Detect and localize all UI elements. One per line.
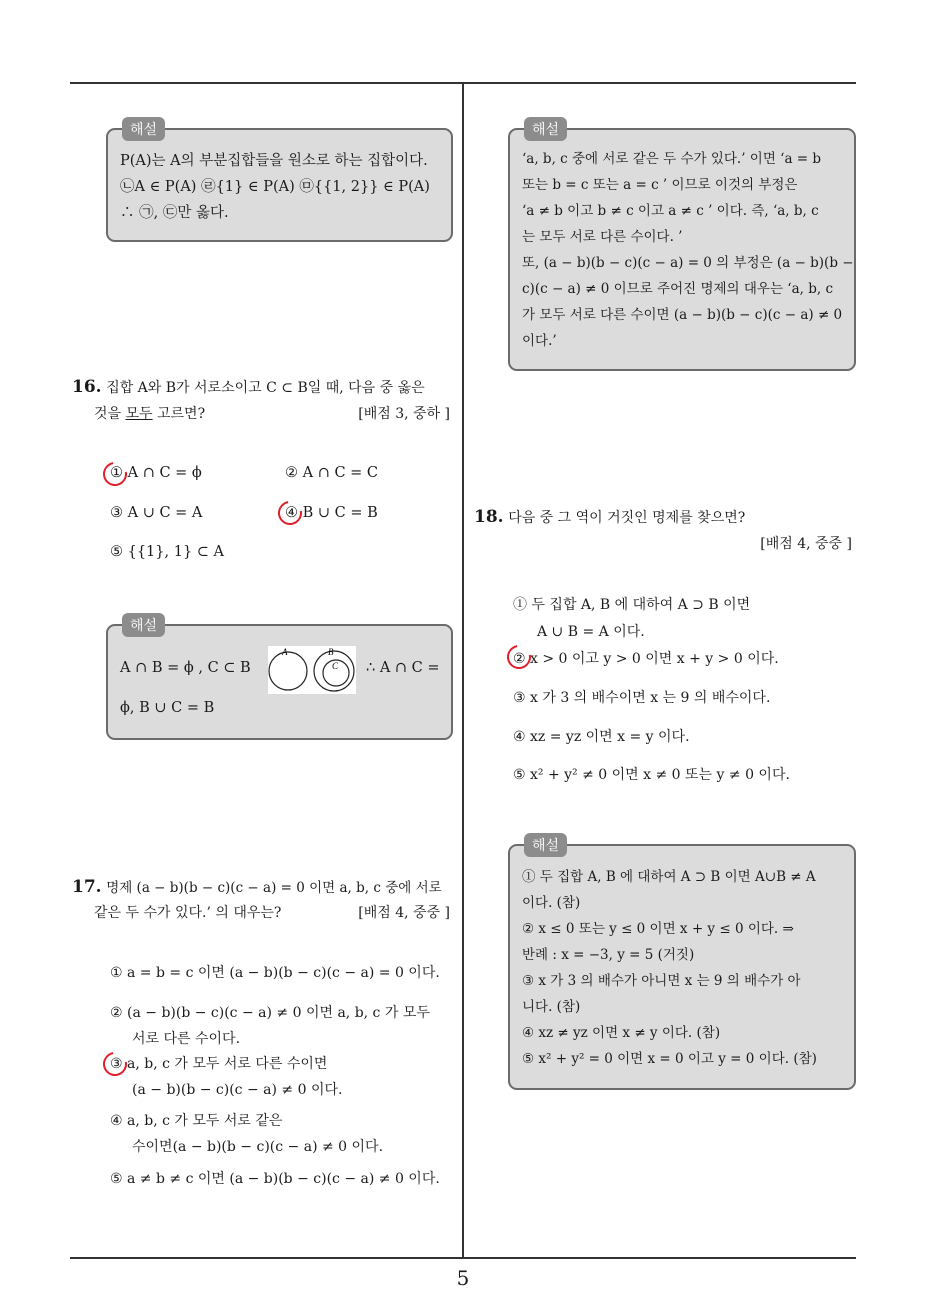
option-line: 수이면(a − b)(b − c)(c − a) ≠ 0 이다. <box>132 1139 384 1155</box>
solution-conclusion: ∴ A ∩ C = <box>366 660 440 676</box>
solution-line: A ∩ B = ϕ , C ⊂ B <box>120 660 251 676</box>
solution-line: 는 모두 서로 다른 수이다. ’ <box>522 229 683 245</box>
option-18-3[interactable]: ③ x 가 3 의 배수이면 x 는 9 의 배수이다. <box>513 690 771 706</box>
solution-line: ‘a ≠ b 이고 b ≠ c 이고 a ≠ c ’ 이다. 즉, ‘a, b, c <box>522 203 819 219</box>
solution-line: ‘a, b, c 중에 서로 같은 두 수가 있다.’ 이면 ‘a = b <box>522 151 822 167</box>
option-line: (a − b)(b − c)(c − a) ≠ 0 이다. <box>132 1082 343 1098</box>
question-18 <box>474 507 856 559</box>
column-divider <box>462 84 464 1258</box>
option-line: 서로 다른 수이다. <box>132 1031 241 1047</box>
solution-line: P(A)는 A의 부분집합들을 원소로 하는 집합이다. <box>120 153 428 169</box>
option-16-4[interactable]: ④ B ∪ C = B <box>285 505 378 521</box>
question-stem: 다음 중 그 역이 거짓인 명제를 찾으면? <box>508 510 746 526</box>
solution-line: 가 모두 서로 다른 수이면 (a − b)(b − c)(c − a) ≠ 0 <box>522 307 843 323</box>
venn-circle-b <box>314 651 354 691</box>
solution-line: ㉡A ∈ P(A) ㉣{1} ∈ P(A) ㉤{{1, 2}} ∈ P(A) <box>120 179 430 195</box>
option-16-3[interactable]: ③ A ∪ C = A <box>110 505 203 521</box>
question-17 <box>72 876 456 928</box>
option-line: ③ a, b, c 가 모두 서로 다른 수이면 <box>110 1056 328 1072</box>
solution-line: 이다.’ <box>522 333 557 349</box>
solution-line: 또, (a − b)(b − c)(c − a) = 0 의 부정은 (a − b)(b − <box>522 255 854 271</box>
solution-line: ⑤ x² + y² = 0 이면 x = 0 이고 y = 0 이다. (참) <box>522 1051 817 1067</box>
option-17-1[interactable]: ① a = b = c 이면 (a − b)(b − c)(c − a) = 0 이다. <box>110 965 440 981</box>
solution-line: 이다. (참) <box>522 895 581 911</box>
question-stem-part: 것을 <box>94 406 126 422</box>
solution-badge: 해설 <box>524 833 567 857</box>
option-18-2[interactable]: ② x > 0 이고 y > 0 이면 x + y > 0 이다. <box>513 651 779 667</box>
option-16-5[interactable]: ⑤ {{1}, 1} ⊂ A <box>110 544 225 560</box>
points-label: [배점 4, 중중 ] <box>760 536 852 552</box>
solution-box-17 <box>508 122 856 371</box>
option-line: ② (a − b)(b − c)(c − a) ≠ 0 이면 a, b, c 가 모두 <box>110 1005 430 1021</box>
venn-diagram <box>268 646 356 694</box>
solution-line: ϕ, B ∪ C = B <box>120 700 215 716</box>
venn-label-c: C <box>332 661 339 671</box>
solution-line: 또는 b = c 또는 a = c ’ 이므로 이것의 부정은 <box>522 177 798 193</box>
bottom-rule <box>70 1257 856 1259</box>
solution-line: ③ x 가 3 의 배수가 아니면 x 는 9 의 배수가 아 <box>522 973 801 989</box>
solution-badge: 해설 <box>122 613 165 637</box>
solution-line: 반례 : x = −3, y = 5 (거짓) <box>522 947 695 963</box>
question-stem-emphasis: 모두 <box>125 406 153 422</box>
points-label: [배점 4, 중중 ] <box>358 905 450 921</box>
solution-badge: 해설 <box>122 117 165 141</box>
answer-mark-circle <box>98 457 131 490</box>
solution-line: c)(c − a) ≠ 0 이므로 주어진 명제의 대우는 ‘a, b, c <box>522 281 834 297</box>
solution-box-15 <box>106 122 453 242</box>
answer-mark-circle <box>273 496 306 529</box>
solution-line: 니다. (참) <box>522 999 581 1015</box>
option-16-2[interactable]: ② A ∩ C = C <box>285 465 379 481</box>
venn-label-b: B <box>328 647 334 657</box>
option-18-4[interactable]: ④ xz = yz 이면 x = y 이다. <box>513 729 690 745</box>
option-18-1[interactable] <box>513 592 750 646</box>
solution-line: ① 두 집합 A, B 에 대하여 A ⊃ B 이면 A∪B ≠ A <box>522 869 816 885</box>
points-label: [배점 3, 중하 ] <box>358 406 450 422</box>
question-stem: 같은 두 수가 있다.’ 의 대우는? <box>94 905 282 921</box>
option-18-5[interactable]: ⑤ x² + y² ≠ 0 이면 x ≠ 0 또는 y ≠ 0 이다. <box>513 767 790 783</box>
option-line: ④ a, b, c 가 모두 서로 같은 <box>110 1113 283 1129</box>
solution-line: ∴ ㉠, ㉢만 옳다. <box>120 205 229 221</box>
solution-box-18 <box>508 838 856 1090</box>
option-16-1[interactable]: ① A ∩ C = ϕ <box>110 465 202 481</box>
question-number: 18. <box>474 507 504 527</box>
question-stem: 명제 (a − b)(b − c)(c − a) = 0 이면 a, b, c 중에 서로 <box>106 880 442 896</box>
solution-badge: 해설 <box>524 117 567 141</box>
question-stem: 집합 A와 B가 서로소이고 C ⊂ B일 때, 다음 중 옳은 <box>106 380 425 396</box>
option-17-5[interactable]: ⑤ a ≠ b ≠ c 이면 (a − b)(b − c)(c − a) ≠ 0 이다. <box>110 1171 440 1187</box>
option-17-2[interactable] <box>110 1000 430 1052</box>
question-number: 16. <box>72 377 102 397</box>
venn-label-a: A <box>282 647 288 657</box>
page-number: 5 <box>456 1266 470 1290</box>
option-17-4[interactable] <box>110 1108 383 1160</box>
option-line: A ∪ B = A 이다. <box>537 624 645 640</box>
question-stem-part: 고르면? <box>152 406 206 422</box>
solution-line: ② x ≤ 0 또는 y ≤ 0 이면 x + y ≤ 0 이다. ⇒ <box>522 921 794 937</box>
solution-line: ④ xz ≠ yz 이면 x ≠ y 이다. (참) <box>522 1025 721 1041</box>
venn-circle-a <box>269 652 307 690</box>
option-line: ① 두 집합 A, B 에 대하여 A ⊃ B 이면 <box>513 597 751 613</box>
option-17-3[interactable] <box>110 1051 342 1103</box>
question-16 <box>72 377 456 429</box>
question-number: 17. <box>72 877 102 897</box>
